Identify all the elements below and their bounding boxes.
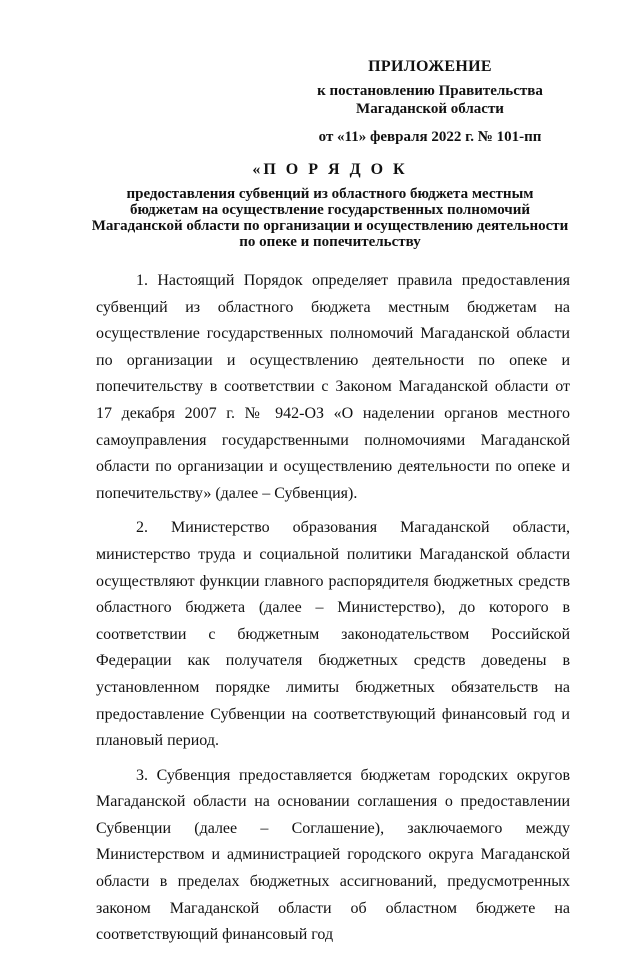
title-subtitle-line-2: бюджетам на осуществление государственных полномочий bbox=[129, 202, 531, 218]
appendix-block bbox=[310, 58, 550, 146]
title-subtitle-line-4: по опеке и попечительству bbox=[239, 234, 421, 250]
title-subtitle-line-1: предоставления субвенций из областного бюджета местным bbox=[126, 186, 534, 202]
paragraph-2: 2. Министерство образования Магаданской области, министерство труда и социальной политики Магаданской области осуществляют функции главного распорядителя бюджетных средств областного бюджета (далее – Министерство), до которого в соответствии с бюджетным законодательством Российской Федерации как получателя бюджетных средств доведены в установленном порядке лимиты бюджетных обязательств на предоставление Субвенции на соответствующий финансовый год и плановый период. bbox=[96, 519, 570, 750]
appendix-date-line: от «11» февраля 2022 г. № 101-пп bbox=[318, 129, 542, 145]
document-body bbox=[96, 268, 570, 957]
appendix-decree-line-1: к постановлению Правительства bbox=[317, 83, 543, 99]
document-title bbox=[90, 162, 570, 250]
paragraph-1: 1. Настоящий Порядок определяет правила предоставления субвенций из областного бюджета местным бюджетам на осуществление государственных полномочий Магаданской области по организации и осуществлению деятельности по опеке и попечительству в соответствии с Законом Магаданской области от 17 декабря 2007 г. № 942-ОЗ «О наделении органов местного самоуправления государственными полномочиями Магаданской области по организации и осуществлению деятельности по опеке и попечительству» (далее – Субвенция). bbox=[96, 272, 570, 502]
paragraph-3: 3. Субвенция предоставляется бюджетам городских округов Магаданской области на основании соглашения о предоставлении Субвенции (далее – Соглашение), заключаемого между Министерством и администрацией городского округа Магаданской области в пределах бюджетных ассигнований, предусмотренных законом Магаданской области об областном бюджете на соответствующий финансовый год bbox=[96, 766, 570, 944]
appendix-heading: ПРИЛОЖЕНИЕ bbox=[368, 58, 492, 75]
appendix-decree-line-2: Магаданской области bbox=[356, 101, 504, 117]
title-subtitle-line-3: Магаданской области по организации и осуществлению деятельности bbox=[91, 218, 569, 234]
title-heading: «П О Р Я Д О К bbox=[252, 161, 408, 178]
